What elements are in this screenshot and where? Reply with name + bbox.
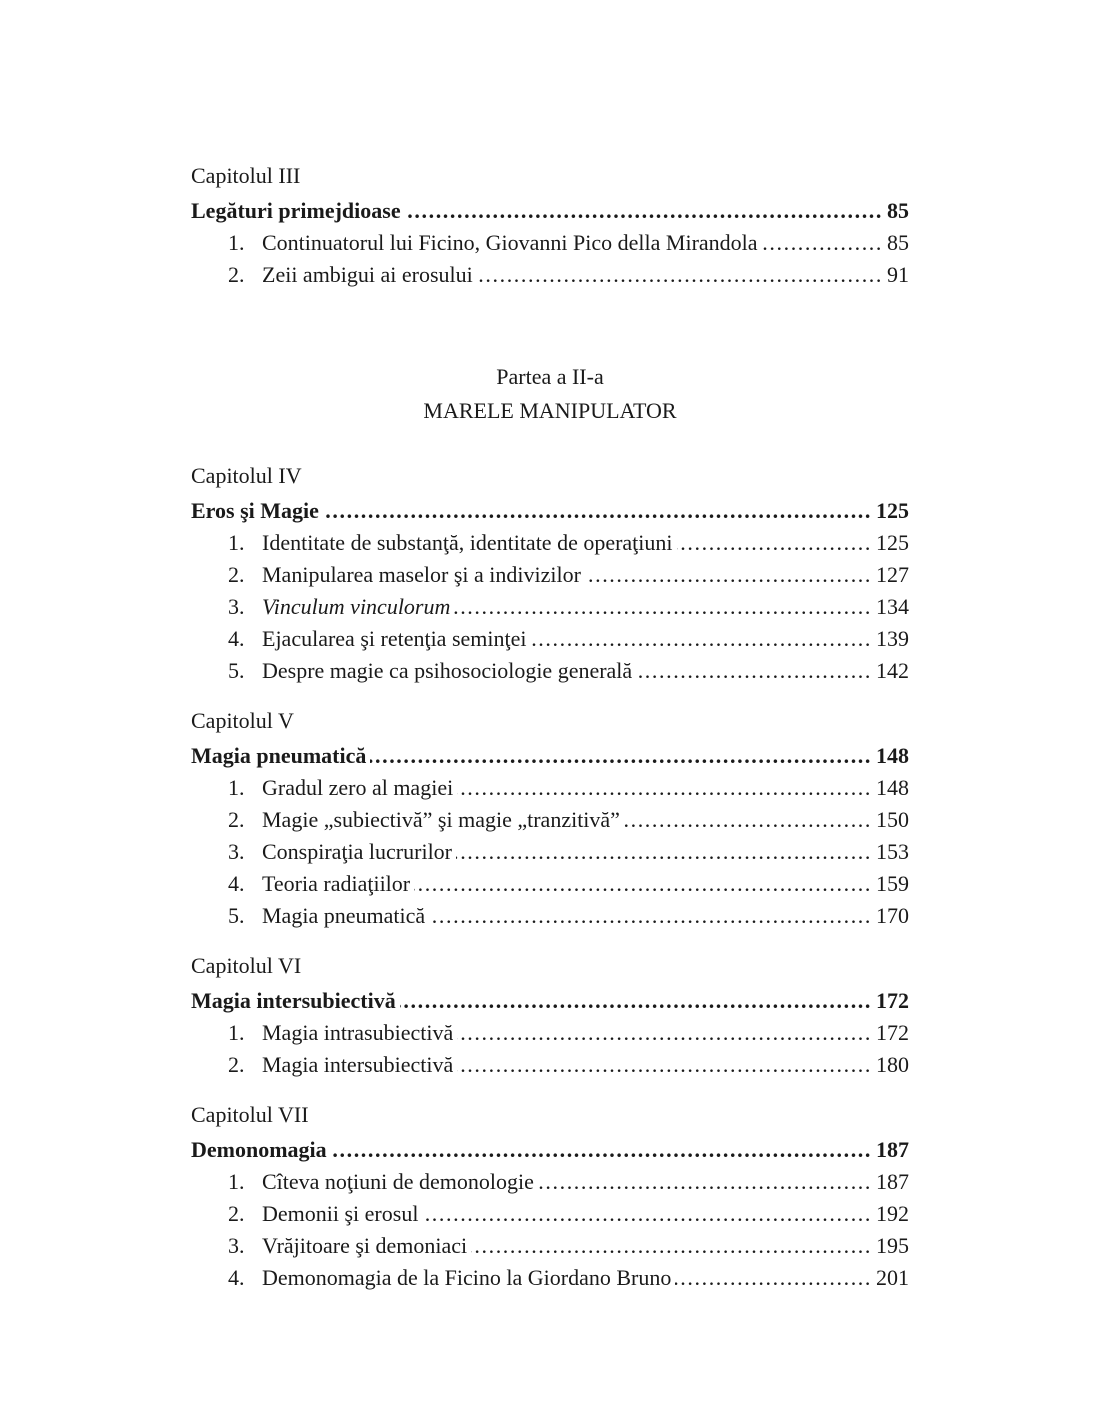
- entry-number: 4.: [228, 626, 245, 651]
- page-number: 148: [876, 743, 909, 768]
- entry-title: Identitate de substanţă, identitate de operaţiuni: [262, 530, 673, 555]
- page-number: 148: [876, 775, 909, 800]
- chapter-label: Capitolul VII: [191, 1102, 309, 1127]
- entry-number: 2.: [228, 1201, 245, 1226]
- toc-entry[interactable]: [191, 1049, 909, 1081]
- entry-number: 5.: [228, 903, 245, 928]
- toc-entry[interactable]: [191, 623, 909, 655]
- toc-entry[interactable]: [191, 1166, 909, 1198]
- chapter-title: Magia pneumatică: [191, 743, 367, 768]
- entry-title: Vinculum vinculorum: [262, 594, 451, 619]
- page-number: 85: [887, 230, 909, 255]
- toc-entry[interactable]: [191, 836, 909, 868]
- chapter-title: Magia intersubiectivă: [191, 988, 396, 1013]
- page-number: 187: [876, 1137, 909, 1162]
- entry-title: Conspiraţia lucrurilor: [262, 839, 453, 864]
- dot-leader: [457, 1049, 872, 1081]
- entry-number: 4.: [228, 871, 245, 896]
- entry-title: Vrăjitoare şi demoniaci: [262, 1233, 468, 1258]
- dot-leader: [422, 1198, 872, 1230]
- chapter-title-entry[interactable]: [191, 740, 909, 772]
- dot-leader: [323, 495, 872, 527]
- toc-entry[interactable]: [191, 1262, 909, 1294]
- entry-title: Magia intersubiectivă: [262, 1052, 454, 1077]
- entry-title: Cîteva noţiuni de demonologie: [262, 1169, 534, 1194]
- chapter-section: [191, 460, 909, 687]
- toc-entry[interactable]: [191, 804, 909, 836]
- entry-title: Demonii şi erosul: [262, 1201, 419, 1226]
- entry-title: Continuatorul lui Ficino, Giovanni Pico della Mirandola: [262, 230, 758, 255]
- page-number: 85: [887, 198, 909, 223]
- dot-leader: [762, 227, 883, 259]
- page-number: 170: [876, 903, 909, 928]
- entry-number: 1.: [228, 1169, 245, 1194]
- entry-number: 4.: [228, 1265, 245, 1290]
- dot-leader: [677, 527, 872, 559]
- entry-number: 5.: [228, 658, 245, 683]
- chapter-label: Capitolul VI: [191, 953, 302, 978]
- entry-number: 3.: [228, 594, 245, 619]
- dot-leader: [429, 900, 872, 932]
- toc-entry[interactable]: [191, 591, 909, 623]
- toc-entry[interactable]: [191, 900, 909, 932]
- entry-title: Teoria radiaţiilor: [262, 871, 411, 896]
- dot-leader: [370, 740, 872, 772]
- page-number: 153: [876, 839, 909, 864]
- entry-title: Zeii ambigui ai erosului: [262, 262, 473, 287]
- dot-leader: [414, 868, 872, 900]
- page-number: 91: [887, 262, 909, 287]
- page-number: 201: [876, 1265, 909, 1290]
- dot-leader: [457, 772, 872, 804]
- page-number: 172: [876, 1020, 909, 1045]
- page-number: 127: [876, 562, 909, 587]
- page-number: 125: [876, 498, 909, 523]
- page-number: 139: [876, 626, 909, 651]
- page-number: 180: [876, 1052, 909, 1077]
- entry-number: 1.: [228, 1020, 245, 1045]
- dot-leader: [405, 195, 883, 227]
- chapter-title-entry[interactable]: [191, 1134, 909, 1166]
- entry-title: Magia pneumatică: [262, 903, 426, 928]
- chapter-title: Legături primejdioase: [191, 198, 401, 223]
- entry-number: 3.: [228, 839, 245, 864]
- dot-leader: [675, 1262, 872, 1294]
- part-title: MARELE MANIPULATOR: [423, 398, 677, 423]
- dot-leader: [530, 623, 872, 655]
- toc-entry[interactable]: [191, 227, 909, 259]
- chapter-label: Capitolul III: [191, 163, 301, 188]
- dot-leader: [454, 591, 872, 623]
- dot-leader: [624, 804, 872, 836]
- page-number: 134: [876, 594, 909, 619]
- entry-number: 2.: [228, 262, 245, 287]
- page-number: 142: [876, 658, 909, 683]
- page-number: 125: [876, 530, 909, 555]
- toc-entry[interactable]: [191, 772, 909, 804]
- entry-title: Ejacularea şi retenţia seminţei: [262, 626, 527, 651]
- toc-entry[interactable]: [191, 868, 909, 900]
- chapter-section: [191, 950, 909, 1081]
- dot-leader: [456, 836, 872, 868]
- chapter-title-entry[interactable]: [191, 495, 909, 527]
- page-number: 192: [876, 1201, 909, 1226]
- entry-title: Demonomagia de la Ficino la Giordano Bruno: [262, 1265, 672, 1290]
- part-label: Partea a II-a: [496, 364, 604, 389]
- dot-leader: [585, 559, 872, 591]
- dot-leader: [636, 655, 872, 687]
- chapter-title-entry[interactable]: [191, 195, 909, 227]
- entry-number: 2.: [228, 807, 245, 832]
- chapter-title: Eros şi Magie: [191, 498, 319, 523]
- toc-entry[interactable]: [191, 259, 909, 291]
- toc-entry[interactable]: [191, 655, 909, 687]
- entry-title: Magie „subiectivă” şi magie „tranzitivă”: [262, 807, 620, 832]
- entry-title: Manipularea maselor şi a indivizilor: [262, 562, 581, 587]
- toc-entry[interactable]: [191, 559, 909, 591]
- page-number: 195: [876, 1233, 909, 1258]
- chapter-section: [191, 705, 909, 932]
- entry-title: Despre magie ca psihosociologie generală: [262, 658, 633, 683]
- dot-leader: [477, 259, 883, 291]
- table-of-contents: [191, 160, 909, 1312]
- entry-number: 1.: [228, 230, 245, 255]
- chapter-label: Capitolul IV: [191, 463, 302, 488]
- toc-entry[interactable]: [191, 1198, 909, 1230]
- toc-entry[interactable]: [191, 1017, 909, 1049]
- dot-leader: [471, 1230, 872, 1262]
- chapter-label: Capitolul V: [191, 708, 294, 733]
- entry-number: 2.: [228, 1052, 245, 1077]
- entry-number: 3.: [228, 1233, 245, 1258]
- dot-leader: [331, 1134, 872, 1166]
- chapter-section: [191, 1099, 909, 1294]
- page-number: 159: [876, 871, 909, 896]
- entry-number: 2.: [228, 562, 245, 587]
- page-number: 172: [876, 988, 909, 1013]
- part-heading: [191, 360, 909, 428]
- chapter-title-entry[interactable]: [191, 985, 909, 1017]
- toc-entry[interactable]: [191, 1230, 909, 1262]
- page-number: 187: [876, 1169, 909, 1194]
- dot-leader: [457, 1017, 872, 1049]
- entry-title: Magia intrasubiectivă: [262, 1020, 454, 1045]
- chapter-section: [191, 160, 909, 291]
- entry-number: 1.: [228, 530, 245, 555]
- entry-title: Gradul zero al magiei: [262, 775, 454, 800]
- dot-leader: [538, 1166, 872, 1198]
- entry-number: 1.: [228, 775, 245, 800]
- toc-entry[interactable]: [191, 527, 909, 559]
- page-number: 150: [876, 807, 909, 832]
- dot-leader: [400, 985, 872, 1017]
- chapter-title: Demonomagia: [191, 1137, 327, 1162]
